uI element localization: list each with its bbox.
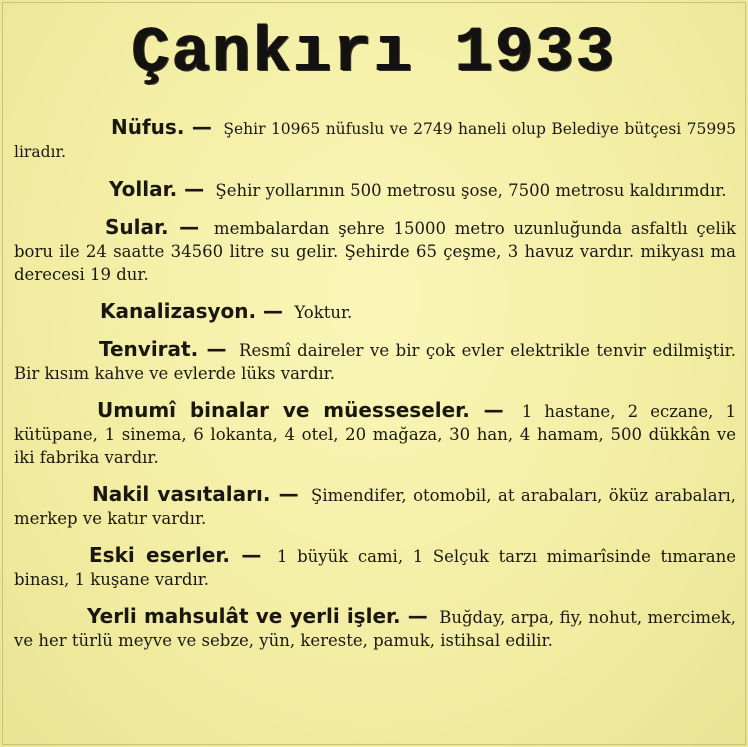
section-sewerage <box>14 300 736 324</box>
section-public-buildings <box>14 399 736 469</box>
section-heading: Nüfus. — <box>111 115 212 139</box>
section-heading: Yerli mahsulât ve yerli işler. — <box>87 604 428 628</box>
section-population <box>14 116 736 164</box>
section-heading: Kanalizasyon. — <box>100 299 284 323</box>
section-lighting <box>14 338 736 385</box>
section-heading: Nakil vasıtaları. — <box>92 482 299 506</box>
section-heading: Umumî binalar ve müesseseler. — <box>97 398 504 422</box>
section-heading: Yollar. — <box>109 177 205 201</box>
section-text: 1 hastane, 2 eczane, 1 kütüpane, 1 sinema, 6 lokanta, 4 otel, 20 mağaza, 30 han, 4 hamam, 500 dükkân ve iki fabrika vardır. <box>14 402 736 467</box>
section-text: membalardan şehre 15000 metro uzunluğunda asfaltlı çelik boru ile 24 saatte 34560 litre su gelir. Şehirde 65 çeşme, 3 havuz vardır. mikyası ma derecesi 19 dur. <box>14 219 736 284</box>
section-heading: Eski eserler. — <box>89 543 262 567</box>
section-text: 1 büyük cami, 1 Selçuk tarzı mimarîsinde tımarane binası, 1 kuşane vardır. <box>14 547 736 589</box>
section-historic-works <box>14 544 736 591</box>
section-transport <box>14 483 736 530</box>
section-water <box>14 216 736 286</box>
section-text: Yoktur. <box>294 303 353 322</box>
section-heading: Tenvirat. — <box>99 337 227 361</box>
section-local-products <box>14 605 736 652</box>
page-title: Çankırı 1933 <box>131 18 617 90</box>
document-body <box>14 116 736 666</box>
section-heading: Sular. — <box>105 215 200 239</box>
section-text: Şimendifer, otomobil, at arabaları, öküz arabaları, merkep ve katır vardır. <box>14 486 736 528</box>
section-text: Şehir 10965 nüfuslu ve 2749 haneli olup Belediye bütçesi 75995 liradır. <box>14 120 736 161</box>
section-roads <box>14 178 736 202</box>
section-text: Buğday, arpa, fiy, nohut, mercimek, ve her türlü meyve ve sebze, yün, kereste, pamuk, istihsal edilir. <box>14 608 736 650</box>
section-text: Şehir yollarının 500 metrosu şose, 7500 metrosu kaldırımdır. <box>215 181 727 200</box>
section-text: Resmî daireler ve bir çok evler elektrikle tenvir edilmiştir. Bir kısım kahve ve evlerde lüks vardır. <box>14 341 736 383</box>
